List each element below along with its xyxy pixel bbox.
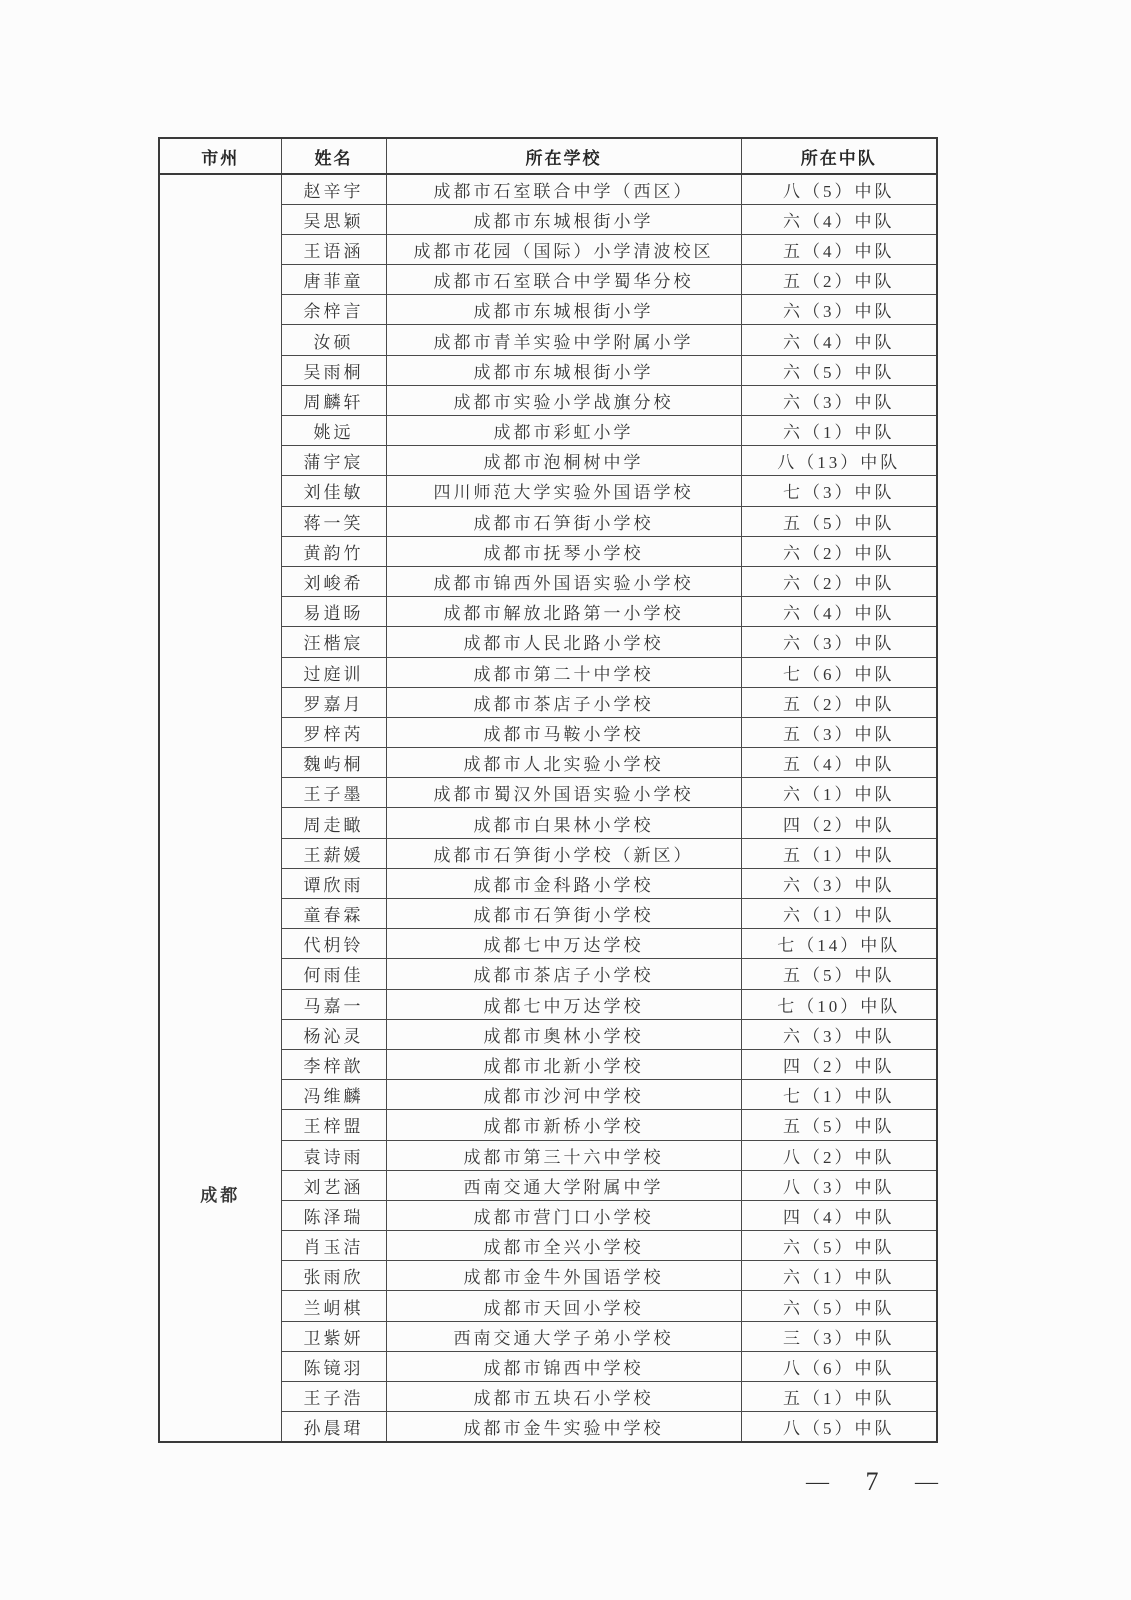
squad-cell: 七（6）中队 — [741, 657, 937, 687]
school-cell: 成都市锦西中学校 — [386, 1351, 741, 1381]
name-cell: 吴雨桐 — [281, 355, 386, 385]
name-cell: 刘佳敏 — [281, 476, 386, 506]
school-cell: 成都市马鞍小学校 — [386, 717, 741, 747]
school-cell: 成都七中万达学校 — [386, 989, 741, 1019]
name-cell: 汝硕 — [281, 325, 386, 355]
name-cell: 谭欣雨 — [281, 868, 386, 898]
school-cell: 成都市石室联合中学蜀华分校 — [386, 265, 741, 295]
squad-cell: 六（3）中队 — [741, 627, 937, 657]
squad-cell: 八（2）中队 — [741, 1140, 937, 1170]
school-cell: 成都市五块石小学校 — [386, 1382, 741, 1412]
squad-cell: 八（3）中队 — [741, 1170, 937, 1200]
name-cell: 周麟轩 — [281, 385, 386, 415]
column-header-squad: 所在中队 — [741, 138, 937, 174]
squad-cell: 八（5）中队 — [741, 1412, 937, 1442]
page-number-value: 7 — [865, 1467, 879, 1496]
name-cell: 刘艺涵 — [281, 1170, 386, 1200]
squad-cell: 八（6）中队 — [741, 1351, 937, 1381]
school-cell: 成都市石笋街小学校 — [386, 506, 741, 536]
page-number-left-dash: — — [806, 1469, 829, 1494]
squad-cell: 五（1）中队 — [741, 1382, 937, 1412]
name-cell: 罗梓芮 — [281, 717, 386, 747]
squad-cell: 五（2）中队 — [741, 265, 937, 295]
squad-cell: 四（2）中队 — [741, 1049, 937, 1079]
school-cell: 成都市第三十六中学校 — [386, 1140, 741, 1170]
school-cell: 西南交通大学附属中学 — [386, 1170, 741, 1200]
school-cell: 成都市天回小学校 — [386, 1291, 741, 1321]
squad-cell: 五（5）中队 — [741, 1110, 937, 1140]
table-body — [159, 174, 937, 1442]
name-cell: 卫紫妍 — [281, 1321, 386, 1351]
name-cell: 肖玉洁 — [281, 1231, 386, 1261]
name-cell: 蒲宇宸 — [281, 446, 386, 476]
name-cell: 何雨佳 — [281, 959, 386, 989]
squad-cell: 六（4）中队 — [741, 325, 937, 355]
school-cell: 成都市实验小学战旗分校 — [386, 385, 741, 415]
name-cell: 吴思颖 — [281, 204, 386, 234]
school-cell: 成都市青羊实验中学附属小学 — [386, 325, 741, 355]
school-cell: 成都市石室联合中学（西区） — [386, 174, 741, 204]
roster-table — [158, 137, 938, 1443]
school-cell: 成都市东城根街小学 — [386, 355, 741, 385]
school-cell: 成都市奥林小学校 — [386, 1019, 741, 1049]
name-cell: 袁诗雨 — [281, 1140, 386, 1170]
column-header-city: 市州 — [159, 138, 281, 174]
name-cell: 易逍旸 — [281, 597, 386, 627]
page-number — [806, 1465, 938, 1499]
table-header-row — [159, 138, 937, 174]
school-cell: 成都市金科路小学校 — [386, 868, 741, 898]
squad-cell: 六（1）中队 — [741, 778, 937, 808]
squad-cell: 六（4）中队 — [741, 597, 937, 627]
squad-cell: 六（4）中队 — [741, 204, 937, 234]
column-header-school: 所在学校 — [386, 138, 741, 174]
squad-cell: 七（10）中队 — [741, 989, 937, 1019]
school-cell: 成都市第二十中学校 — [386, 657, 741, 687]
school-cell: 成都市白果林小学校 — [386, 808, 741, 838]
name-cell: 唐菲童 — [281, 265, 386, 295]
column-header-name: 姓名 — [281, 138, 386, 174]
school-cell: 成都市新桥小学校 — [386, 1110, 741, 1140]
school-cell: 成都市东城根街小学 — [386, 295, 741, 325]
squad-cell: 六（3）中队 — [741, 868, 937, 898]
school-cell: 成都七中万达学校 — [386, 929, 741, 959]
school-cell: 成都市石笋街小学校 — [386, 899, 741, 929]
school-cell: 成都市抚琴小学校 — [386, 536, 741, 566]
name-cell: 罗嘉月 — [281, 687, 386, 717]
school-cell: 成都市全兴小学校 — [386, 1231, 741, 1261]
squad-cell: 六（5）中队 — [741, 1291, 937, 1321]
name-cell: 余梓言 — [281, 295, 386, 325]
name-cell: 陈泽瑞 — [281, 1200, 386, 1230]
school-cell: 成都市沙河中学校 — [386, 1080, 741, 1110]
school-cell: 成都市石笋街小学校（新区） — [386, 838, 741, 868]
school-cell: 成都市金牛实验中学校 — [386, 1412, 741, 1442]
squad-cell: 六（2）中队 — [741, 536, 937, 566]
school-cell: 四川师范大学实验外国语学校 — [386, 476, 741, 506]
name-cell: 张雨欣 — [281, 1261, 386, 1291]
page-number-right-dash: — — [915, 1469, 938, 1494]
squad-cell: 五（4）中队 — [741, 234, 937, 264]
squad-cell: 六（2）中队 — [741, 566, 937, 596]
school-cell: 成都市锦西外国语实验小学校 — [386, 566, 741, 596]
name-cell: 汪楷宸 — [281, 627, 386, 657]
school-cell: 成都市人民北路小学校 — [386, 627, 741, 657]
name-cell: 赵辛宇 — [281, 174, 386, 204]
name-cell: 姚远 — [281, 416, 386, 446]
school-cell: 成都市茶店子小学校 — [386, 959, 741, 989]
squad-cell: 七（3）中队 — [741, 476, 937, 506]
table-row — [159, 174, 937, 204]
squad-cell: 五（5）中队 — [741, 959, 937, 989]
squad-cell: 三（3）中队 — [741, 1321, 937, 1351]
squad-cell: 七（1）中队 — [741, 1080, 937, 1110]
squad-cell: 五（5）中队 — [741, 506, 937, 536]
squad-cell: 五（1）中队 — [741, 838, 937, 868]
squad-cell: 六（1）中队 — [741, 1261, 937, 1291]
school-cell: 成都市泡桐树中学 — [386, 446, 741, 476]
name-cell: 王子浩 — [281, 1382, 386, 1412]
squad-cell: 五（2）中队 — [741, 687, 937, 717]
name-cell: 杨沁灵 — [281, 1019, 386, 1049]
school-cell: 成都市东城根街小学 — [386, 204, 741, 234]
name-cell: 王语涵 — [281, 234, 386, 264]
school-cell: 成都市解放北路第一小学校 — [386, 597, 741, 627]
name-cell: 王梓盟 — [281, 1110, 386, 1140]
school-cell: 西南交通大学子弟小学校 — [386, 1321, 741, 1351]
name-cell: 王子墨 — [281, 778, 386, 808]
squad-cell: 六（1）中队 — [741, 899, 937, 929]
name-cell: 童春霖 — [281, 899, 386, 929]
squad-cell: 四（2）中队 — [741, 808, 937, 838]
city-cell: 成都 — [159, 174, 281, 1442]
name-cell: 蒋一笑 — [281, 506, 386, 536]
school-cell: 成都市蜀汉外国语实验小学校 — [386, 778, 741, 808]
name-cell: 兰岄棋 — [281, 1291, 386, 1321]
squad-cell: 六（1）中队 — [741, 416, 937, 446]
school-cell: 成都市营门口小学校 — [386, 1200, 741, 1230]
name-cell: 刘峻希 — [281, 566, 386, 596]
name-cell: 冯维麟 — [281, 1080, 386, 1110]
school-cell: 成都市金牛外国语学校 — [386, 1261, 741, 1291]
name-cell: 王薪媛 — [281, 838, 386, 868]
name-cell: 过庭训 — [281, 657, 386, 687]
squad-cell: 五（3）中队 — [741, 717, 937, 747]
school-cell: 成都市花园（国际）小学清波校区 — [386, 234, 741, 264]
name-cell: 马嘉一 — [281, 989, 386, 1019]
squad-cell: 六（3）中队 — [741, 385, 937, 415]
school-cell: 成都市人北实验小学校 — [386, 748, 741, 778]
name-cell: 代枂铃 — [281, 929, 386, 959]
name-cell: 李梓歆 — [281, 1049, 386, 1079]
squad-cell: 六（5）中队 — [741, 1231, 937, 1261]
school-cell: 成都市彩虹小学 — [386, 416, 741, 446]
name-cell: 孙晨珺 — [281, 1412, 386, 1442]
squad-cell: 六（3）中队 — [741, 295, 937, 325]
squad-cell: 八（5）中队 — [741, 174, 937, 204]
name-cell: 黄韵竹 — [281, 536, 386, 566]
school-cell: 成都市茶店子小学校 — [386, 687, 741, 717]
squad-cell: 四（4）中队 — [741, 1200, 937, 1230]
name-cell: 周走瞰 — [281, 808, 386, 838]
squad-cell: 七（14）中队 — [741, 929, 937, 959]
name-cell: 魏屿桐 — [281, 748, 386, 778]
school-cell: 成都市北新小学校 — [386, 1049, 741, 1079]
squad-cell: 五（4）中队 — [741, 748, 937, 778]
squad-cell: 八（13）中队 — [741, 446, 937, 476]
squad-cell: 六（3）中队 — [741, 1019, 937, 1049]
name-cell: 陈镜羽 — [281, 1351, 386, 1381]
squad-cell: 六（5）中队 — [741, 355, 937, 385]
